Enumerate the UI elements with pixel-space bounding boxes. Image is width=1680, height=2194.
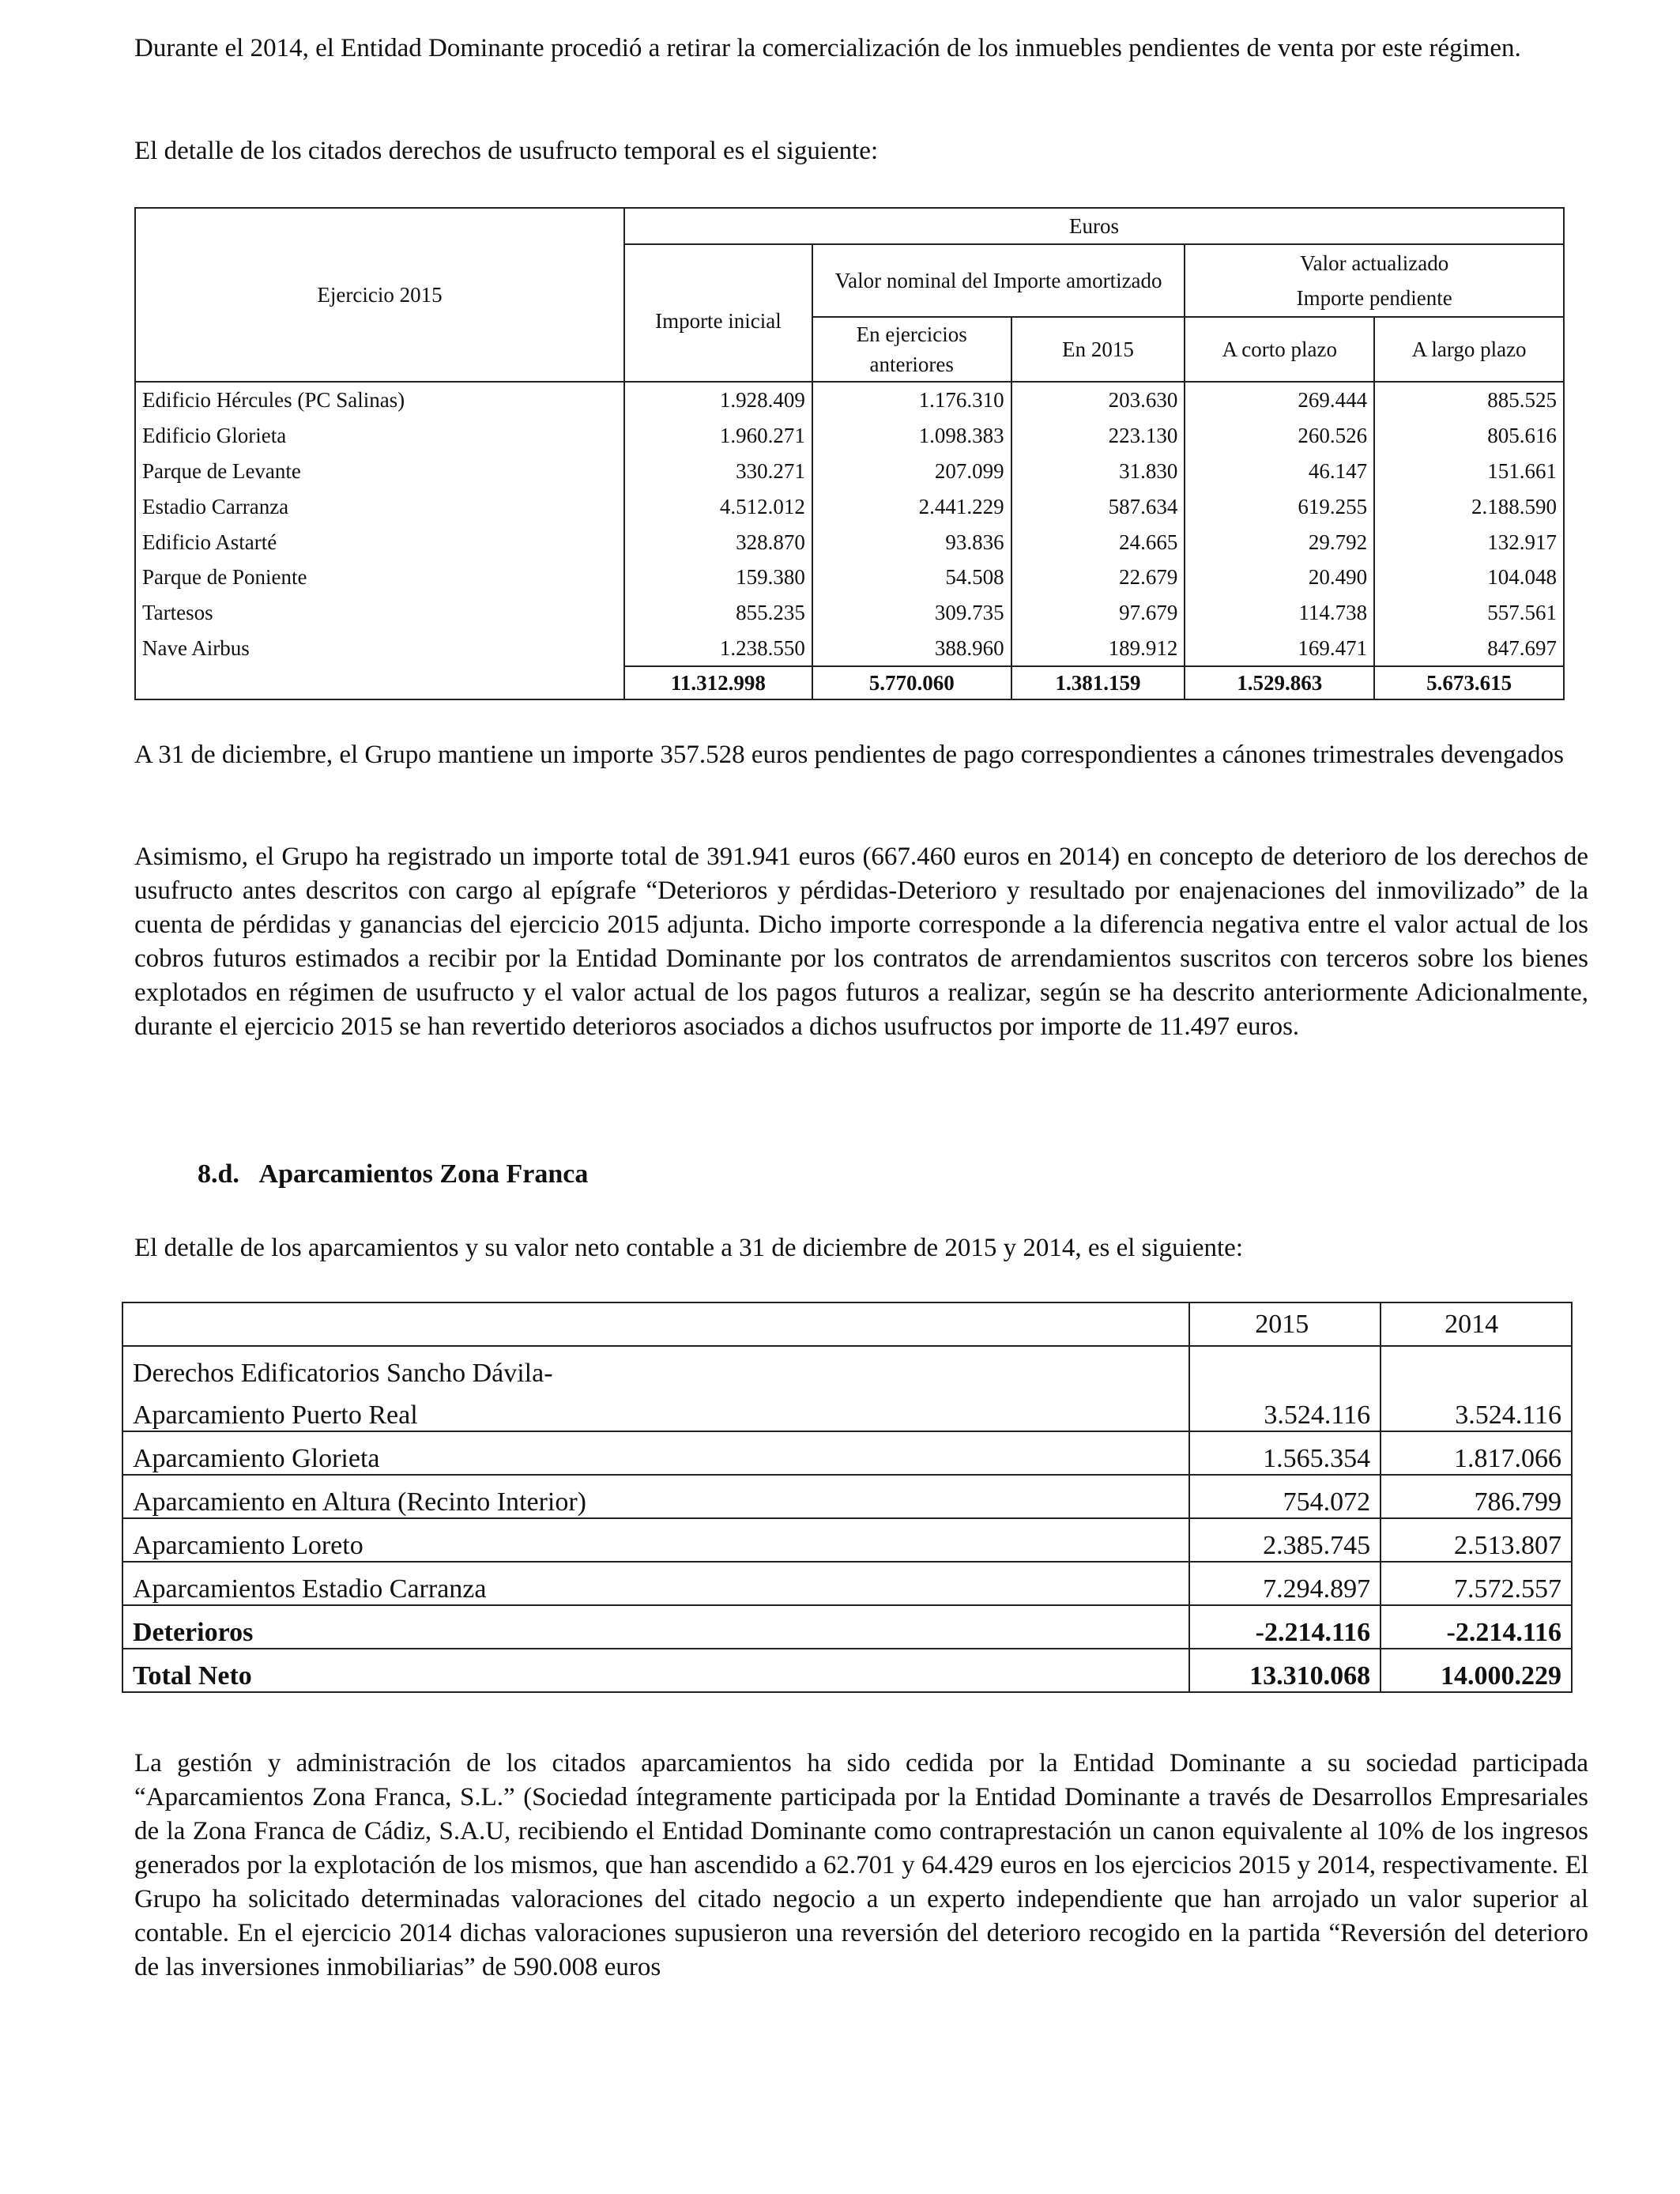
paragraph-parking-detail: El detalle de los aparcamientos y su valor neto contable a 31 de diciembre de 2015 y 2014, es el siguiente: (134, 1234, 1243, 1262)
table-row (135, 631, 1564, 667)
table-row (122, 1431, 1572, 1475)
header-importe-inicial: Importe inicial (624, 244, 812, 382)
header-euros: Euros (624, 208, 1564, 244)
cell-2015: -2.214.116 (1189, 1605, 1381, 1649)
header-ejercicio: Ejercicio 2015 (135, 208, 624, 382)
row-name: Estadio Carranza (135, 488, 624, 524)
cell-importe-inicial: 159.380 (624, 560, 812, 595)
cell-importe-inicial: 330.271 (624, 454, 812, 489)
cell-2015-empty (1189, 1346, 1381, 1389)
header-2015: 2015 (1189, 1302, 1381, 1346)
table-row (135, 524, 1564, 560)
cell-corto: 619.255 (1185, 488, 1374, 524)
row-name: Tartesos (135, 595, 624, 631)
row-label: Aparcamientos Estadio Carranza (122, 1562, 1189, 1605)
cell-2014: 3.524.116 (1381, 1389, 1572, 1431)
header-en-ejercicios-line2: anteriores (869, 352, 954, 376)
cell-anteriores: 1.176.310 (812, 382, 1011, 418)
cell-2014: 786.799 (1381, 1475, 1572, 1518)
cell-corto: 114.738 (1185, 595, 1374, 631)
row-label: Derechos Edificatorios Sancho Dávila- (122, 1346, 1189, 1389)
row-name: Nave Airbus (135, 631, 624, 667)
cell-2014: 7.572.557 (1381, 1562, 1572, 1605)
cell-2015: 754.072 (1189, 1475, 1381, 1518)
row-name: Edificio Hércules (PC Salinas) (135, 382, 624, 418)
header-valor-actualizado-line2: Importe pendiente (1296, 286, 1452, 310)
header-empty (122, 1302, 1189, 1346)
cell-anteriores: 309.735 (812, 595, 1011, 631)
row-label: Deterioros (122, 1605, 1189, 1649)
row-name: Edificio Glorieta (135, 418, 624, 454)
total-importe-inicial: 11.312.998 (624, 666, 812, 699)
cell-corto: 260.526 (1185, 418, 1374, 454)
cell-2014: 1.817.066 (1381, 1431, 1572, 1475)
header-en-2015: En 2015 (1011, 317, 1185, 382)
cell-corto: 46.147 (1185, 454, 1374, 489)
cell-anteriores: 388.960 (812, 631, 1011, 667)
cell-anteriores: 54.508 (812, 560, 1011, 595)
cell-2014: 2.513.807 (1381, 1518, 1572, 1562)
total-row (122, 1649, 1572, 1692)
cell-2014: 14.000.229 (1381, 1649, 1572, 1692)
cell-importe-inicial: 1.238.550 (624, 631, 812, 667)
cell-corto: 29.792 (1185, 524, 1374, 560)
header-largo-plazo: A largo plazo (1374, 317, 1564, 382)
cell-importe-inicial: 328.870 (624, 524, 812, 560)
paragraph-management: La gestión y administración de los citados aparcamientos ha sido cedida por la Entidad Dominante a su sociedad participada “Aparcamientos Zona Franca, S.L.” (Sociedad íntegramente participada por la Entidad Dominante a través de Desarrollos Empresariales de la Zona Franca de Cádiz, S.A.U, recibiendo el Entidad Dominante como contraprestación un canon equivalente al 10% de los ingresos generados por la explotación de los mismos, que han ascendido a 62.701 y 64.429 euros en los ejercicios 2015 y 2014, respectivamente. El Grupo ha solicitado determinadas valoraciones del citado negocio a un experto independiente que han arrojado un valor superior al contable. En el ejercicio 2014 dichas valoraciones supusieron una reversión del deterioro recogido en la partida “Reversión del deterioro de las inversiones inmobiliarias” de 590.008 euros (134, 1749, 1588, 1981)
cell-anteriores: 207.099 (812, 454, 1011, 489)
row-name: Parque de Poniente (135, 560, 624, 595)
cell-anteriores: 93.836 (812, 524, 1011, 560)
table-row (135, 418, 1564, 454)
cell-2015: 13.310.068 (1189, 1649, 1381, 1692)
total-largo: 5.673.615 (1374, 666, 1564, 699)
table-row (122, 1518, 1572, 1562)
cell-largo: 104.048 (1374, 560, 1564, 595)
cell-en-2015: 223.130 (1011, 418, 1185, 454)
row-label: Aparcamiento en Altura (Recinto Interior) (122, 1475, 1189, 1518)
parking-table (122, 1302, 1573, 1693)
cell-largo: 151.661 (1374, 454, 1564, 489)
paragraph-usufruct-detail: El detalle de los citados derechos de usufructo temporal es el siguiente: (134, 137, 879, 165)
cell-largo: 2.188.590 (1374, 488, 1564, 524)
header-corto-plazo: A corto plazo (1185, 317, 1374, 382)
cell-en-2015: 24.665 (1011, 524, 1185, 560)
header-valor-nominal: Valor nominal del Importe amortizado (812, 244, 1185, 317)
cell-corto: 169.471 (1185, 631, 1374, 667)
cell-2015: 3.524.116 (1189, 1389, 1381, 1431)
cell-anteriores: 2.441.229 (812, 488, 1011, 524)
header-en-ejercicios-line1: En ejercicios (856, 322, 967, 346)
cell-largo: 885.525 (1374, 382, 1564, 418)
section-heading (198, 1159, 588, 1189)
cell-largo: 132.917 (1374, 524, 1564, 560)
header-2014: 2014 (1381, 1302, 1572, 1346)
cell-importe-inicial: 1.928.409 (624, 382, 812, 418)
row-label: Aparcamiento Glorieta (122, 1431, 1189, 1475)
table-row (122, 1562, 1572, 1605)
row-label: Total Neto (122, 1649, 1189, 1692)
table-row (135, 454, 1564, 489)
row-name: Parque de Levante (135, 454, 624, 489)
paragraph-intro: Durante el 2014, el Entidad Dominante procedió a retirar la comercialización de los inmuebles pendientes de venta por este régimen. (134, 34, 1521, 62)
table-header-row (122, 1302, 1572, 1346)
cell-corto: 269.444 (1185, 382, 1374, 418)
header-en-ejercicios-anteriores (812, 317, 1011, 382)
cell-importe-inicial: 1.960.271 (624, 418, 812, 454)
cell-en-2015: 587.634 (1011, 488, 1185, 524)
table-row (135, 488, 1564, 524)
cell-2014-empty (1381, 1346, 1572, 1389)
total-anteriores: 5.770.060 (812, 666, 1011, 699)
cell-importe-inicial: 4.512.012 (624, 488, 812, 524)
impairment-row (122, 1605, 1572, 1649)
cell-2015: 7.294.897 (1189, 1562, 1381, 1605)
cell-largo: 557.561 (1374, 595, 1564, 631)
section-title: Aparcamientos Zona Franca (258, 1159, 589, 1189)
row-name: Edificio Astarté (135, 524, 624, 560)
total-en-2015: 1.381.159 (1011, 666, 1185, 699)
cell-2014: -2.214.116 (1381, 1605, 1572, 1649)
cell-en-2015: 31.830 (1011, 454, 1185, 489)
totals-label-empty (135, 666, 624, 699)
cell-en-2015: 97.679 (1011, 595, 1185, 631)
cell-en-2015: 203.630 (1011, 382, 1185, 418)
table-row (122, 1475, 1572, 1518)
total-corto: 1.529.863 (1185, 666, 1374, 699)
section-number: 8.d. (198, 1159, 239, 1189)
cell-2015: 2.385.745 (1189, 1518, 1381, 1562)
cell-largo: 805.616 (1374, 418, 1564, 454)
cell-2015: 1.565.354 (1189, 1431, 1381, 1475)
table-row (122, 1389, 1572, 1431)
cell-anteriores: 1.098.383 (812, 418, 1011, 454)
usufruct-table (134, 207, 1565, 700)
cell-corto: 20.490 (1185, 560, 1374, 595)
cell-en-2015: 189.912 (1011, 631, 1185, 667)
cell-importe-inicial: 855.235 (624, 595, 812, 631)
paragraph-impairment: Asimismo, el Grupo ha registrado un importe total de 391.941 euros (667.460 euros en 2014) en concepto de deterioro de los derechos de usufructo antes descritos con cargo al epígrafe “Deterioros y pérdidas-Deterioro y resultado por enajenaciones del inmovilizado” de la cuenta de pérdidas y ganancias del ejercicio 2015 adjunta. Dicho importe corresponde a la diferencia negativa entre el valor actual de los cobros futuros estimados a recibir por la Entidad Dominante por los contratos de arrendamientos suscritos con terceros sobre los bienes explotados en régimen de usufructo y el valor actual de los pagos futuros a realizar, según se ha descrito anteriormente Adicionalmente, durante el ejercicio 2015 se han revertido deterioros asociados a dichos usufructos por importe de 11.497 euros. (134, 843, 1588, 1041)
header-valor-actualizado-line1: Valor actualizado (1300, 251, 1449, 275)
table-row (135, 382, 1564, 418)
row-label: Aparcamiento Puerto Real (122, 1389, 1189, 1431)
cell-en-2015: 22.679 (1011, 560, 1185, 595)
table-row (135, 560, 1564, 595)
header-valor-actualizado (1185, 244, 1564, 317)
paragraph-pending-payment: A 31 de diciembre, el Grupo mantiene un importe 357.528 euros pendientes de pago correspondientes a cánones trimestrales devengados (134, 741, 1564, 769)
row-label: Aparcamiento Loreto (122, 1518, 1189, 1562)
cell-largo: 847.697 (1374, 631, 1564, 667)
table-row (135, 595, 1564, 631)
table-row (122, 1346, 1572, 1389)
totals-row (135, 666, 1564, 699)
